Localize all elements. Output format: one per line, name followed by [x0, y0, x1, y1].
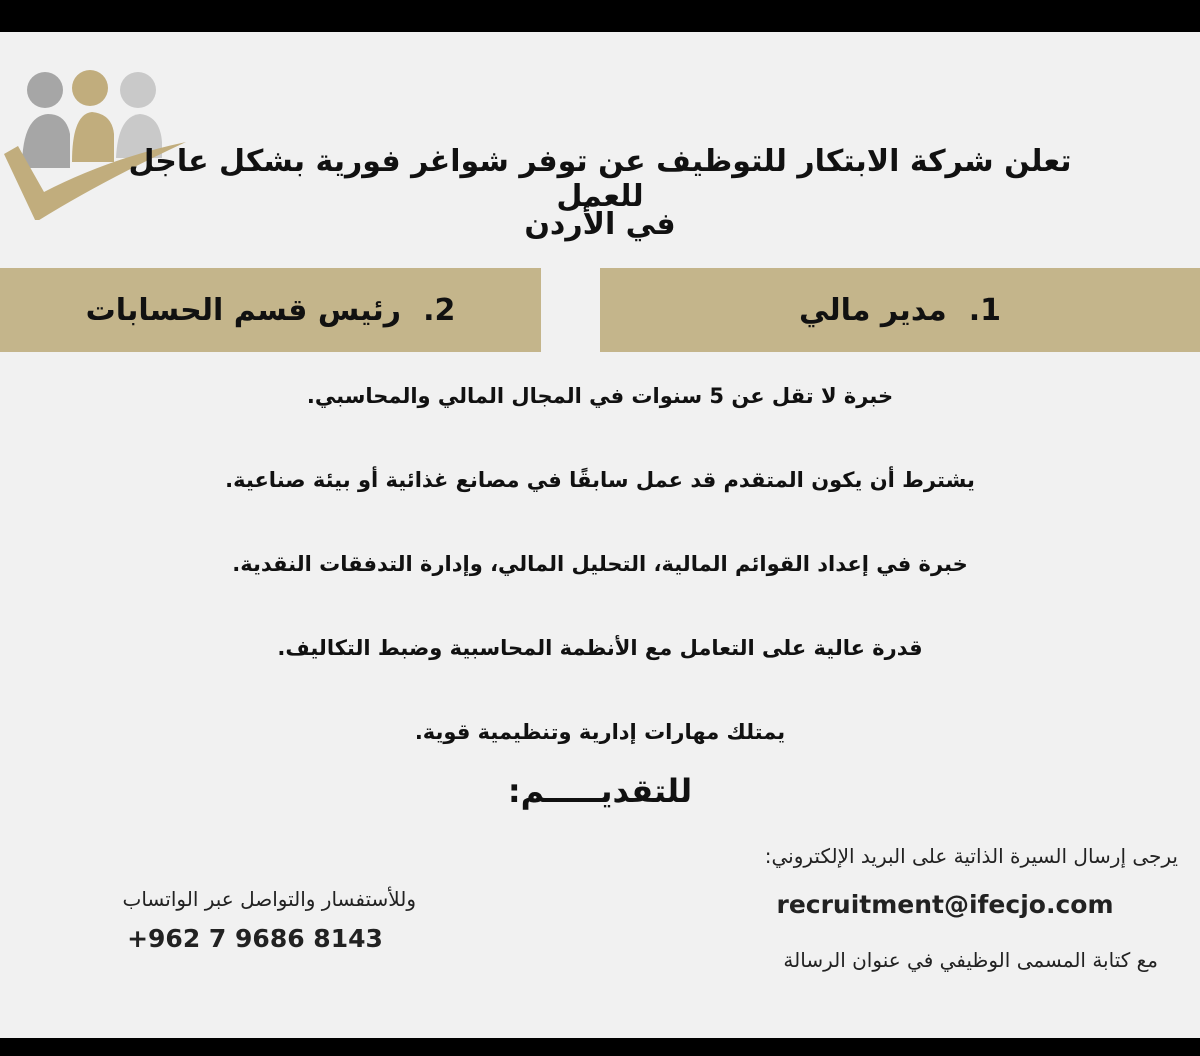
position-title: رئيس قسم الحسابات — [85, 292, 402, 328]
phone-number[interactable]: +962 7 9686 8143 — [127, 924, 383, 953]
requirement-item: خبرة في إعداد القوائم المالية، التحليل المالي، وإدارة التدفقات النقدية. — [232, 552, 968, 576]
requirement-item: خبرة لا تقل عن 5 سنوات في المجال المالي والمحاسبي. — [306, 384, 894, 408]
requirement-item: يشترط أن يكون المتقدم قد عمل سابقًا في مصانع غذائية أو بيئة صناعية. — [225, 468, 975, 492]
apply-heading: للتقديـــــم: — [507, 772, 693, 810]
announcement-line-2: في الأردن — [524, 207, 676, 242]
position-number: 2. — [423, 292, 456, 328]
apply-instruction: يرجى إرسال السيرة الذاتية على البريد الإلكتروني: — [764, 844, 1178, 868]
requirement-item: يمتلك مهارات إدارية وتنظيمية قوية. — [414, 720, 786, 744]
position-band-financial-manager — [600, 268, 1200, 352]
apply-note: مع كتابة المسمى الوظيفي في عنوان الرسالة — [783, 948, 1158, 972]
announcement-line-1: تعلن شركة الابتكار للتوظيف عن توفر شواغر فورية بشكل عاجل للعمل — [128, 144, 1072, 214]
position-number: 1. — [968, 292, 1002, 328]
job-announcement-page — [0, 32, 1200, 1038]
whatsapp-contact-label: وللأستفسار والتواصل عبر الواتساب — [122, 887, 416, 911]
email-link[interactable]: recruitment@ifecjo.com — [776, 890, 1114, 919]
position-title: مدير مالي — [799, 292, 947, 328]
position-band-accounts-head — [0, 268, 541, 352]
requirement-item: قدرة عالية على التعامل مع الأنظمة المحاسبية وضبط التكاليف. — [277, 636, 923, 660]
